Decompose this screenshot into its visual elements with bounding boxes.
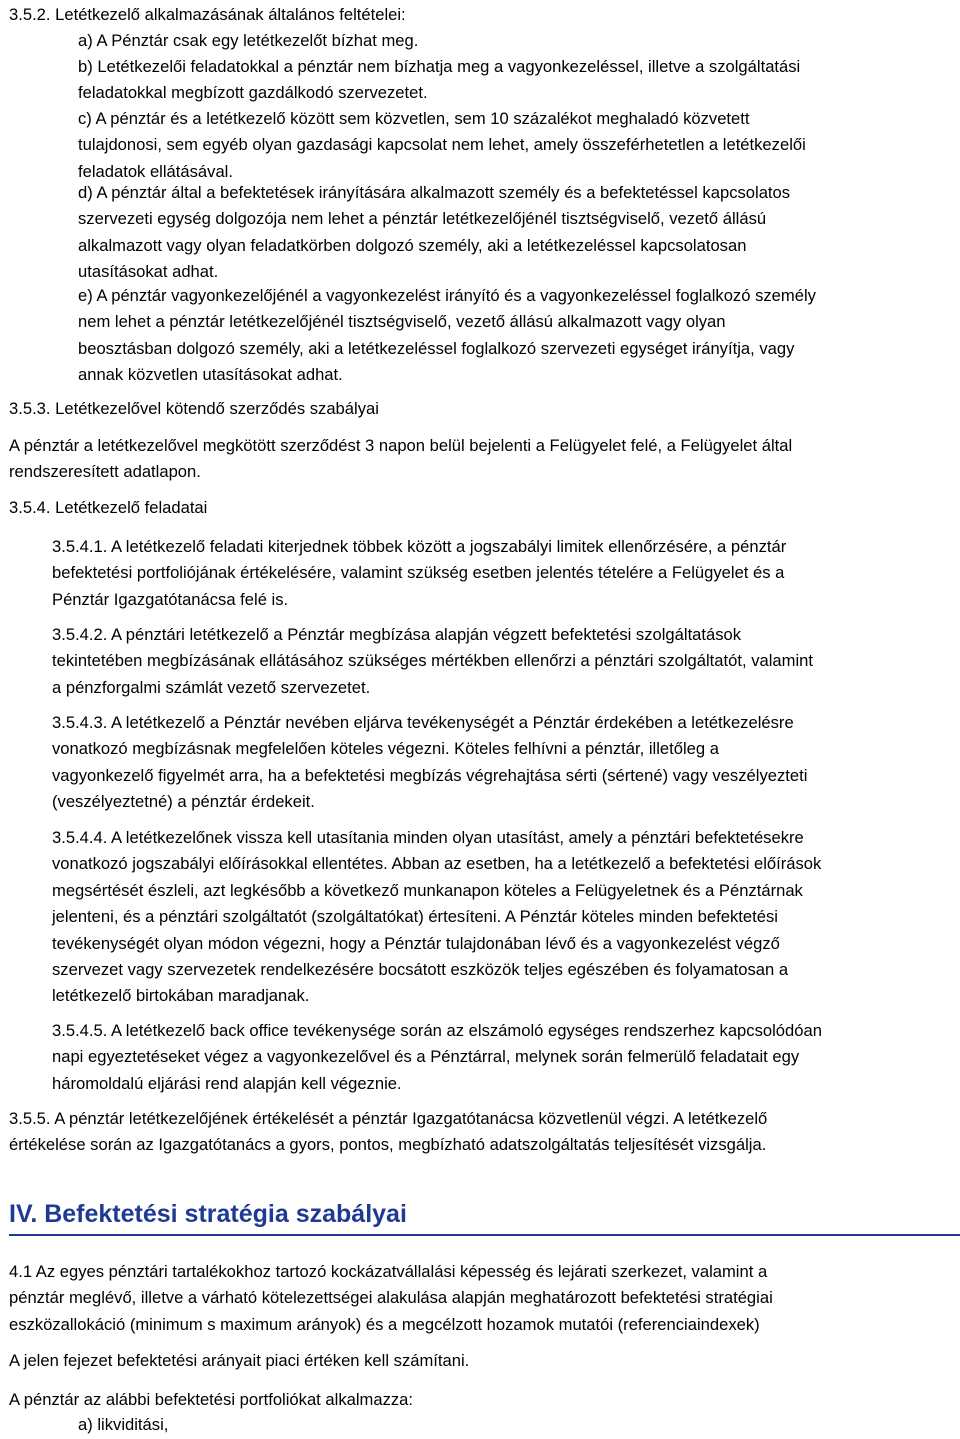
text-line: vonatkozó megbízásnak megfelelően köteles végezni. Köteles felhívni a pénztár, illetőleg a	[52, 739, 719, 759]
text-line: vagyonkezelő figyelmét arra, ha a befektetési megbízás végrehajtása sérti (sértené) vagy veszélyezteti	[52, 765, 808, 785]
text-line: jelenteni, és a pénztári szolgáltatót (szolgáltatókat) értesíteni. A Pénztár köteles minden befektetési	[52, 907, 778, 927]
section-3-5-4	[9, 495, 207, 521]
text-line: 3.5.4.2. A pénztári letétkezelő a Pénztár megbízása alapján végzett befektetési szolgáltatások	[52, 625, 742, 644]
text-line: feladatok ellátásával.	[78, 161, 233, 181]
paragraph	[9, 433, 792, 486]
paragraph-3-5-4-2	[52, 622, 813, 701]
section-3-5-3	[9, 396, 379, 422]
text-line: c) A pénztár és a letétkezelő között sem közvetlen, sem 10 százalékot meghaladó közvetett	[78, 109, 750, 128]
list-item-c	[78, 106, 806, 185]
paragraph-3-5-4-1	[52, 534, 786, 613]
section-title: 3.5.4. Letétkezelő feladatai	[9, 498, 208, 517]
text-line: nem lehet a pénztár letétkezelőjénél tisztségviselő, vezető állású alkalmazott vagy olyan	[78, 312, 726, 332]
paragraph-3-5-4-5	[52, 1018, 822, 1097]
text-line: annak közvetlen utasításokat adhat.	[78, 365, 343, 385]
text-line: értékelése során az Igazgatótanács a gyors, pontos, megbízható adatszolgáltatás teljesítését vizsgálja.	[9, 1135, 767, 1155]
text-line: letétkezelő birtokában maradjanak.	[52, 986, 310, 1006]
text-line: szervezeti egység dolgozója nem lehet a pénztár letétkezelőjénél tisztségviselő, vezető állású	[78, 209, 767, 229]
section-3-5-2	[9, 2, 406, 28]
text-line: A jelen fejezet befektetési arányait piaci értéken kell számítani.	[9, 1351, 470, 1370]
text-line: A pénztár az alábbi befektetési portfoliókat alkalmazza:	[9, 1390, 414, 1409]
paragraph-4-1	[9, 1259, 773, 1338]
text-line: tulajdonosi, sem egyéb olyan gazdasági kapcsolat nem lehet, amely összeférhetetlen a letétkezelői	[78, 135, 806, 155]
text-line: 3.5.4.4. A letétkezelőnek vissza kell utasítania minden olyan utasítást, amely a pénztári befektetésekre	[52, 828, 804, 847]
text-line: 3.5.4.5. A letétkezelő back office tevékenysége során az elszámoló egységes rendszerhez kapcsolódóan	[52, 1021, 822, 1040]
text-line: alkalmazott vagy olyan feladatkörben dolgozó személy, aki a letétkezeléssel kapcsolatosan	[78, 235, 747, 255]
section-3-5-5	[9, 1106, 767, 1159]
paragraph-3-5-4-3	[52, 710, 807, 816]
list-item-portfolio-a	[78, 1412, 168, 1438]
text-line: eszközallokáció (minimum s maximum arányok) és a megcélzott hozamok mutatói (referenciaindexek)	[9, 1314, 760, 1334]
text-line: megsértését észleli, azt legkésőbb a következő munkanapon köteles a Felügyeletnek és a Pénztárnak	[52, 880, 803, 900]
text-line: befektetési portfoliójának értékelésére, valamint szükség esetben jelentés tételére a Felügyelet és a	[52, 563, 785, 583]
text-line: e) A pénztár vagyonkezelőjénél a vagyonkezelést irányító és a vagyonkezeléssel foglalkozó személy	[78, 286, 816, 305]
text-line: utasításokat adhat.	[78, 262, 219, 282]
paragraph-market-value	[9, 1348, 469, 1374]
text-line: pénztár meglévő, illetve a várható kötelezettségei alakulása alapján meghatározott befektetési stratégiai	[9, 1288, 773, 1308]
section-title: 3.5.2. Letétkezelő alkalmazásának általános feltételei:	[9, 5, 406, 24]
text-line: b) Letétkezelői feladatokkal a pénztár nem bízhatja meg a vagyonkezeléssel, illetve a szolgáltatási	[78, 57, 801, 76]
paragraph-portfolios	[9, 1387, 413, 1413]
list-item-b	[78, 54, 800, 107]
section-title: 3.5.3. Letétkezelővel kötendő szerződés szabályai	[9, 399, 379, 418]
list-item-text: a) A Pénztár csak egy letétkezelőt bízhat meg.	[78, 31, 419, 50]
chapter-heading: IV. Befektetési stratégia szabályai	[9, 1200, 407, 1228]
text-line: feladatokkal megbízott gazdálkodó szervezetet.	[78, 83, 428, 103]
text-line: 3.5.4.3. A letétkezelő a Pénztár nevében eljárva tevékenységét a Pénztár érdekében a letétkezelésre	[52, 713, 794, 732]
text-line: (veszélyeztetné) a pénztár érdekeit.	[52, 792, 315, 812]
text-line: szervezet vagy szervezetek rendelkezésére bocsátott eszközök teljes egészében és folyamatosan a	[52, 960, 789, 980]
text-line: vonatkozó jogszabályi előírásokkal ellentétes. Abban az esetben, ha a letétkezelő a befektetési előírások	[52, 854, 822, 874]
text-line: 3.5.5. A pénztár letétkezelőjének értékelését a pénztár Igazgatótanácsa közvetlenül végzi. A letétkezelő	[9, 1109, 768, 1128]
list-item-e	[78, 283, 816, 389]
text-line: tekintetében megbízásának ellátásához szükséges mértékben ellenőrzi a pénztári szolgáltatót, valamint	[52, 651, 813, 671]
heading-underline	[9, 1234, 960, 1236]
text-line: Pénztár Igazgatótanácsa felé is.	[52, 589, 289, 609]
text-line: d) A pénztár által a befektetések irányítására alkalmazott személy és a befektetéssel kapcsolatos	[78, 183, 791, 202]
text-line: 3.5.4.1. A letétkezelő feladati kiterjednek többek között a jogszabályi limitek ellenőrzésére, a pénztár	[52, 537, 787, 556]
text-line: 4.1 Az egyes pénztári tartalékokhoz tartozó kockázatvállalási képesség és lejárati szerkezet, valamint a	[9, 1262, 768, 1281]
text-line: beosztásban dolgozó személy, aki a letétkezeléssel foglalkozó szervezeti egységet irányítja, vagy	[78, 338, 795, 358]
text-line: napi egyeztetéseket végez a vagyonkezelővel és a Pénztárral, melynek során felmerülő feladatait egy	[52, 1047, 800, 1067]
text-line: tevékenységét olyan módon végezni, hogy a Pénztár tulajdonában lévő és a vagyonkezelést végző	[52, 933, 780, 953]
text-line: rendszeresített adatlapon.	[9, 462, 201, 482]
list-item-d	[78, 180, 790, 286]
text-line: háromoldalú eljárási rend alapján kell végeznie.	[52, 1073, 402, 1093]
list-item-a	[78, 28, 418, 54]
list-item-text: a) likviditási,	[78, 1415, 169, 1434]
text-line: A pénztár a letétkezelővel megkötött szerződést 3 napon belül bejelenti a Felügyelet felé, a Felügyelet által	[9, 436, 793, 455]
paragraph-3-5-4-4	[52, 825, 821, 1010]
text-line: a pénzforgalmi számlát vezető szervezetet.	[52, 677, 371, 697]
